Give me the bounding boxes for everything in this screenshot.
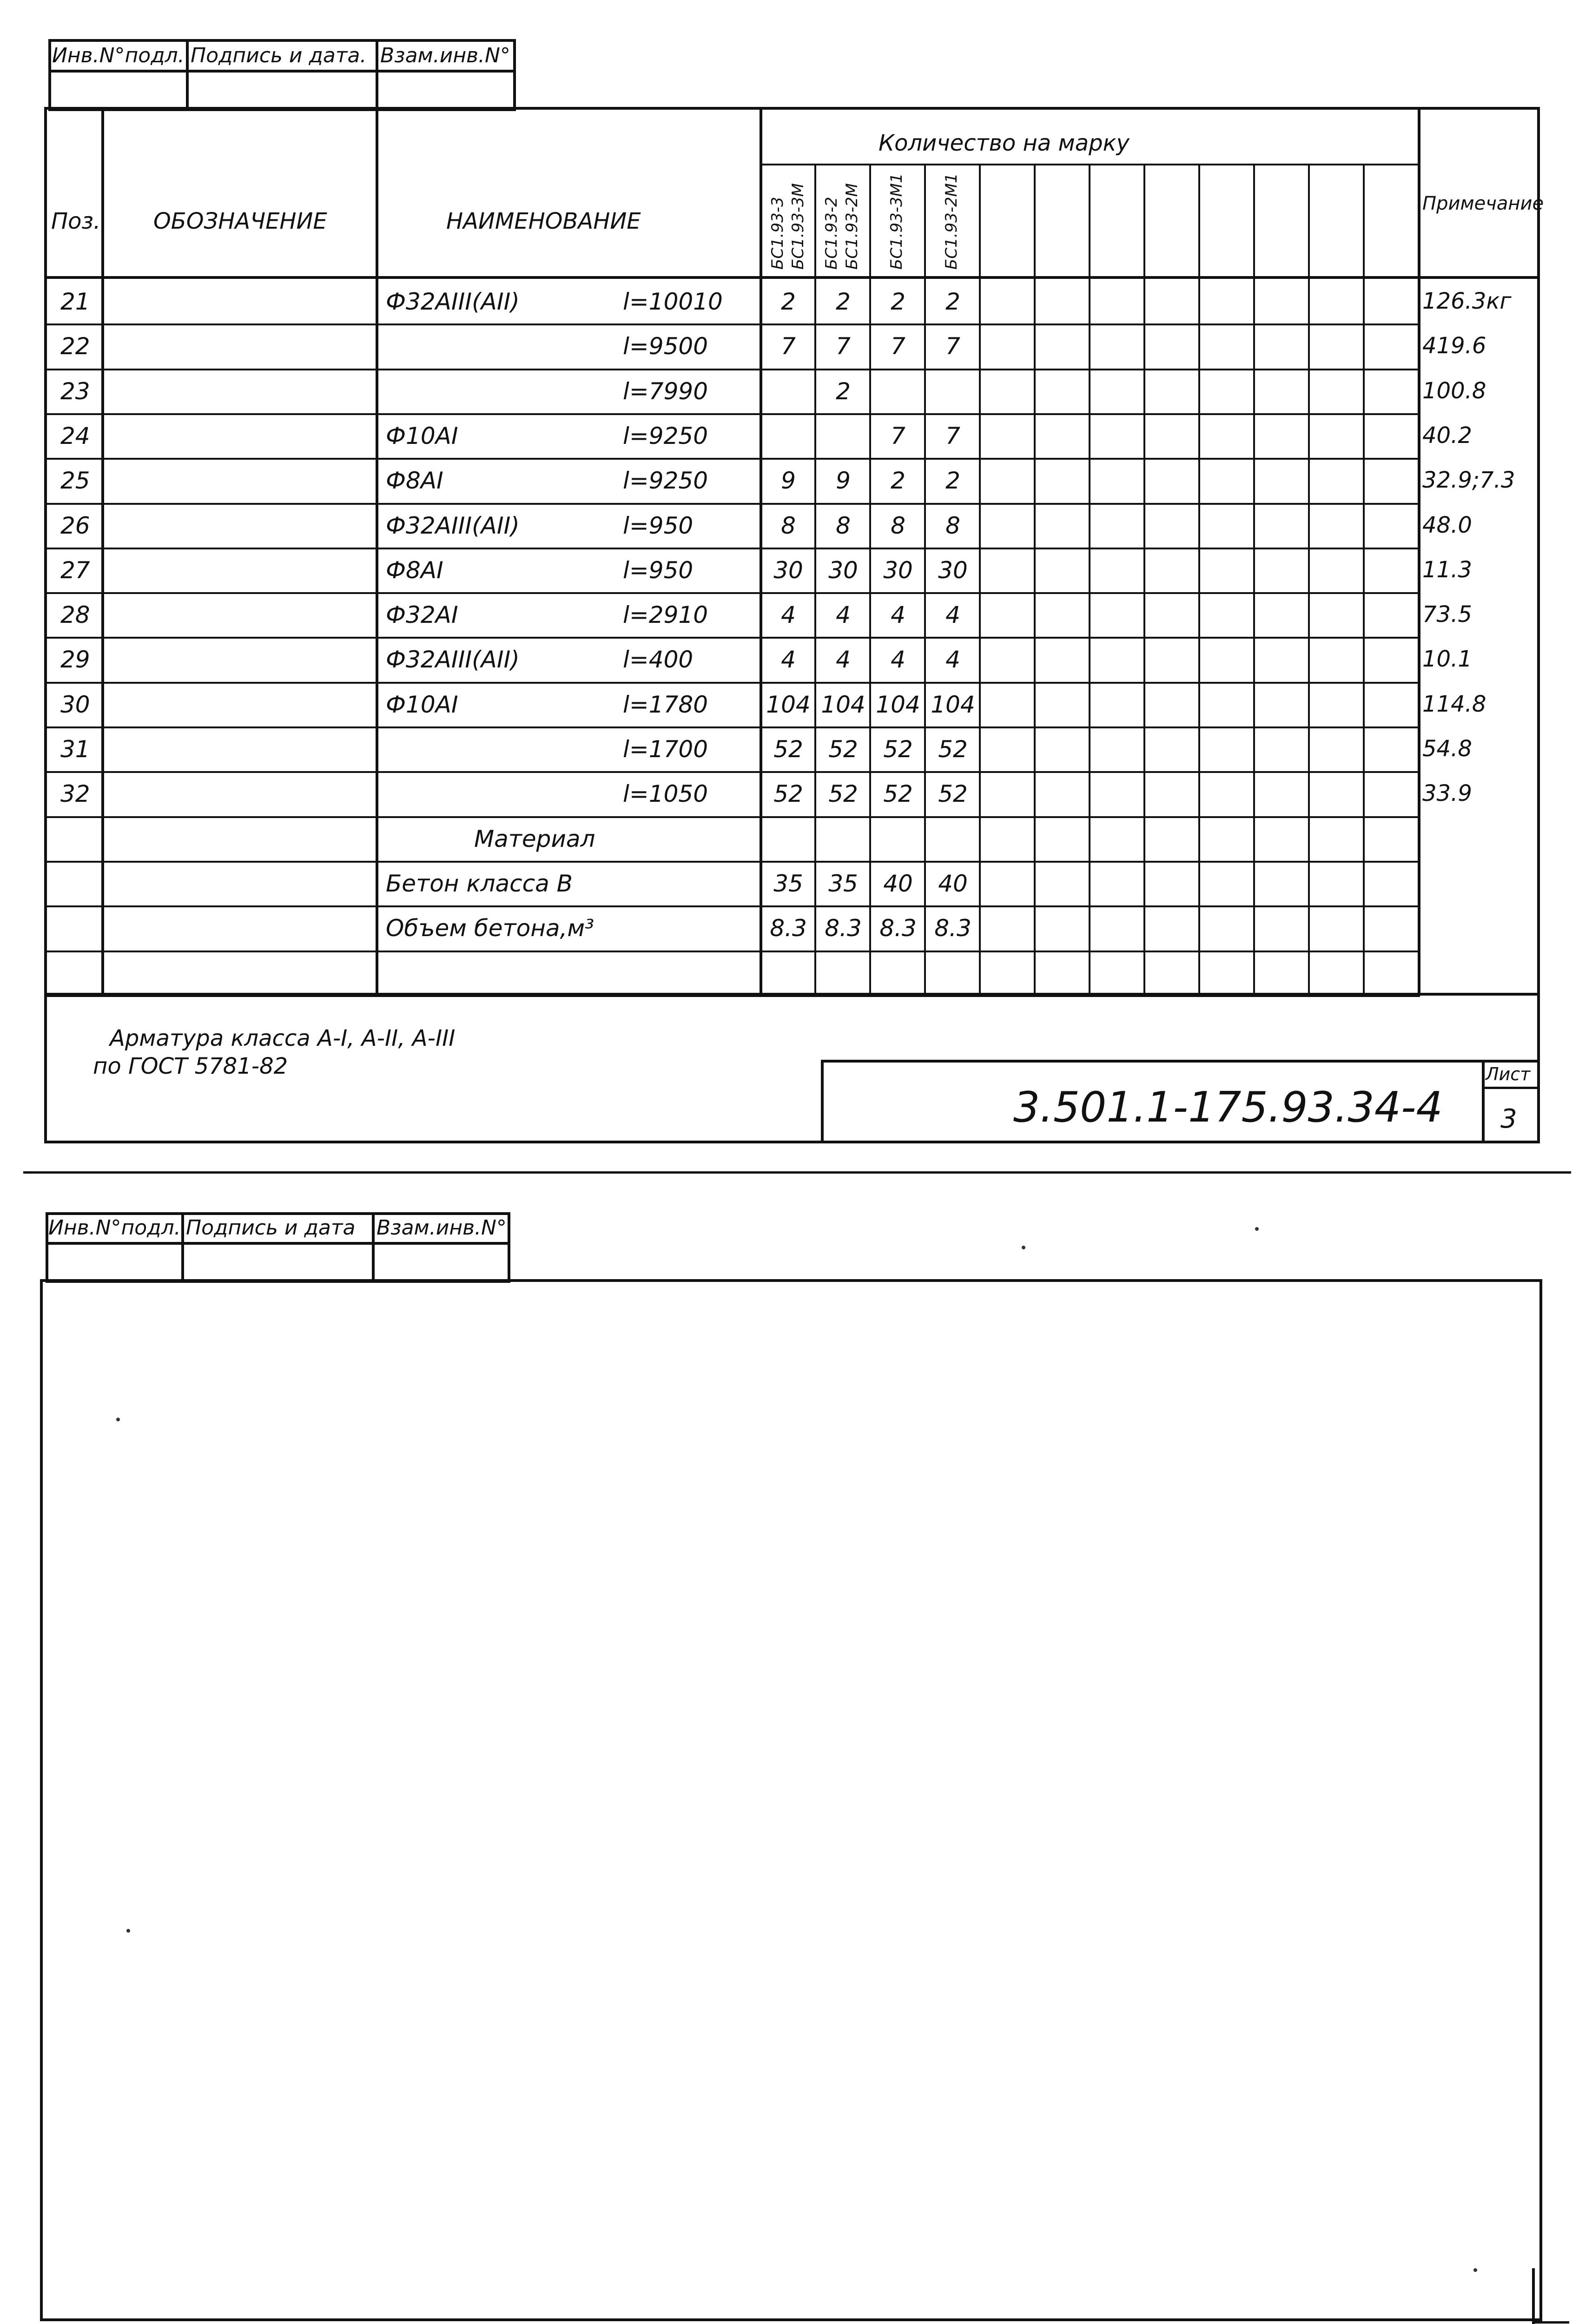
row-quantity: 7	[781, 333, 796, 360]
row-quantity: 8	[836, 512, 851, 539]
row-length: l=7990	[623, 378, 708, 405]
row-name: Ф32AIII(AII)	[386, 512, 520, 539]
row-quantity: 30	[883, 557, 913, 584]
row-note: 114.8	[1422, 691, 1486, 717]
stamp-inv-no: Инв.N°подл.	[52, 44, 185, 67]
row-pos: 25	[60, 467, 90, 494]
row-length: l=9250	[623, 423, 708, 449]
row-quantity: 8	[945, 512, 960, 539]
row-name: Ф32AIII(AII)	[386, 646, 520, 673]
row-quantity: 4	[836, 646, 851, 673]
row-length: l=1050	[623, 780, 708, 807]
concrete-volume-quantity: 8.3	[934, 915, 971, 942]
row-pos: 23	[60, 378, 90, 405]
row-name: Ф10AI	[386, 691, 458, 718]
row-quantity: 52	[883, 780, 913, 807]
row-quantity: 8	[891, 512, 905, 539]
row-line	[44, 771, 1420, 773]
stamp-replace-inv: Взам.инв.N°	[380, 44, 510, 67]
stamp-divider	[46, 1242, 510, 1245]
sheet-label: Лист	[1486, 1064, 1531, 1084]
row-line	[44, 816, 1420, 818]
col-line	[979, 165, 981, 995]
scan-speck	[1473, 2268, 1477, 2272]
stamp-divider	[181, 1212, 184, 1283]
row-quantity: 4	[891, 646, 905, 673]
header-quantity-group: Количество на марку	[879, 130, 1130, 156]
note-line-2: по ГОСТ 5781-82	[93, 1053, 288, 1079]
row-quantity: 2	[945, 467, 960, 494]
sheet-number: 3	[1500, 1104, 1517, 1134]
row-line	[44, 324, 1420, 325]
row-length: l=10010	[623, 288, 723, 315]
col-line	[1089, 165, 1090, 995]
row-quantity: 30	[938, 557, 968, 584]
row-quantity: 9	[836, 467, 851, 494]
row-line	[44, 637, 1420, 639]
row-quantity: 52	[773, 736, 803, 763]
row-note: 100.8	[1422, 378, 1486, 404]
row-line	[44, 592, 1420, 594]
row-length: l=950	[623, 557, 694, 584]
mark-label: БС1.93-3	[768, 197, 787, 270]
row-length: l=2910	[623, 601, 708, 628]
row-pos: 21	[60, 288, 90, 315]
row-note: 11.3	[1422, 557, 1472, 583]
row-line	[44, 861, 1420, 863]
stamp-signature-date: Подпись и дата	[186, 1216, 356, 1240]
row-length: l=400	[623, 646, 694, 673]
row-pos: 28	[60, 601, 90, 628]
row-quantity: 52	[828, 780, 858, 807]
row-quantity: 2	[836, 288, 851, 315]
blank-sheet-frame	[40, 1279, 1542, 2321]
header-designation: ОБОЗНАЧЕНИЕ	[153, 208, 327, 234]
row-name: Ф32AI	[386, 601, 458, 628]
row-line	[44, 413, 1420, 415]
row-quantity: 9	[781, 467, 796, 494]
row-quantity: 7	[891, 423, 905, 449]
mark-label: БС1.93-3М	[789, 183, 807, 270]
row-note: 419.6	[1422, 333, 1486, 359]
concrete-class-quantity: 35	[828, 870, 858, 897]
concrete-class-quantity: 35	[773, 870, 803, 897]
stamp-signature-date: Подпись и дата.	[191, 44, 367, 67]
concrete-class-quantity: 40	[938, 870, 968, 897]
col-line	[1308, 165, 1310, 995]
row-line	[44, 369, 1420, 370]
concrete-class-quantity: 40	[883, 870, 913, 897]
row-quantity: 7	[891, 333, 905, 360]
row-line	[44, 905, 1420, 907]
row-quantity: 4	[945, 646, 960, 673]
row-name: Ф10AI	[386, 423, 458, 449]
row-quantity: 52	[938, 780, 968, 807]
row-quantity: 52	[828, 736, 858, 763]
row-quantity: 2	[891, 467, 905, 494]
row-line	[44, 682, 1420, 684]
row-quantity: 52	[938, 736, 968, 763]
col-line	[1143, 165, 1145, 995]
row-quantity: 4	[891, 601, 905, 628]
row-pos: 29	[60, 646, 90, 673]
right-margin-line	[1532, 2268, 1535, 2324]
note-line-1: Арматура класса A-I, A-II, A-III	[110, 1025, 456, 1051]
row-quantity: 7	[836, 333, 851, 360]
stamp-divider	[376, 39, 378, 111]
row-quantity: 4	[945, 601, 960, 628]
scan-speck	[1255, 1227, 1259, 1231]
row-quantity: 104	[821, 691, 865, 718]
row-name: Ф32AIII(AII)	[386, 288, 520, 315]
sheet-separator	[23, 1171, 1571, 1174]
concrete-volume-name: Объем бетона,м³	[386, 915, 595, 942]
stamp-inv-no: Инв.N°подл.	[48, 1216, 181, 1240]
row-quantity: 2	[945, 288, 960, 315]
row-note: 126.3кг	[1422, 288, 1512, 314]
mark-label: БС1.93-2	[822, 197, 841, 270]
header-pos: Поз.	[51, 208, 101, 234]
title-block-line	[1482, 1060, 1485, 1143]
col-line	[1363, 165, 1365, 995]
header-name: НАИМЕНОВАНИЕ	[446, 208, 641, 234]
title-block-line	[821, 1060, 824, 1143]
scan-speck	[1022, 1246, 1025, 1249]
row-pos: 24	[60, 423, 90, 449]
row-length: l=9250	[623, 467, 708, 494]
row-note: 10.1	[1422, 646, 1472, 672]
row-quantity: 4	[836, 601, 851, 628]
row-note: 40.2	[1422, 423, 1472, 449]
concrete-class-name: Бетон класса В	[386, 870, 573, 897]
header-note: Примечание	[1422, 193, 1544, 214]
material-heading: Материал	[474, 825, 595, 852]
row-name: Ф8AI	[386, 467, 443, 494]
row-length: l=1700	[623, 736, 708, 763]
col-line	[1253, 165, 1255, 995]
row-quantity: 52	[883, 736, 913, 763]
col-line	[814, 165, 816, 995]
row-quantity: 30	[828, 557, 858, 584]
row-quantity: 52	[773, 780, 803, 807]
title-block-line	[1482, 1087, 1540, 1089]
header-line	[44, 276, 1540, 279]
right-margin-tick	[1532, 2321, 1569, 2324]
row-quantity: 7	[945, 333, 960, 360]
row-pos: 22	[60, 333, 90, 360]
concrete-volume-quantity: 8.3	[879, 915, 917, 942]
title-block-line	[821, 1060, 1540, 1063]
row-length: l=9500	[623, 333, 708, 360]
concrete-volume-quantity: 8.3	[825, 915, 862, 942]
row-line	[44, 458, 1420, 460]
header-line	[760, 164, 1420, 165]
row-note: 48.0	[1422, 512, 1472, 538]
row-quantity: 4	[781, 601, 796, 628]
row-quantity: 104	[931, 691, 975, 718]
row-note: 54.8	[1422, 736, 1472, 762]
row-quantity: 4	[781, 646, 796, 673]
row-quantity: 7	[945, 423, 960, 449]
concrete-volume-quantity: 8.3	[770, 915, 807, 942]
row-quantity: 2	[891, 288, 905, 315]
row-line	[44, 951, 1420, 952]
doc-code: 3.501.1-175.93.34-4	[1013, 1083, 1443, 1132]
row-length: l=1780	[623, 691, 708, 718]
scan-speck	[126, 1929, 130, 1933]
row-quantity: 104	[766, 691, 811, 718]
row-pos: 32	[60, 780, 90, 807]
stamp-divider	[48, 70, 516, 73]
row-pos: 27	[60, 557, 90, 584]
row-quantity: 8	[781, 512, 796, 539]
row-line	[44, 503, 1420, 505]
stamp-replace-inv: Взам.инв.N°	[377, 1216, 507, 1240]
col-line	[869, 165, 871, 995]
mark-label: БС1.93-2М	[843, 183, 861, 270]
stamp-divider	[372, 1212, 375, 1283]
row-note: 32.9;7.3	[1422, 467, 1515, 493]
row-quantity: 104	[876, 691, 920, 718]
col-line	[1034, 165, 1036, 995]
row-quantity: 2	[836, 378, 851, 405]
stamp-divider	[186, 39, 189, 111]
row-note: 73.5	[1422, 601, 1472, 627]
col-line	[1198, 165, 1200, 995]
scan-speck	[116, 1418, 120, 1421]
mark-label: БС1.93-3М1	[887, 173, 906, 270]
row-pos: 26	[60, 512, 90, 539]
mark-label: БС1.93-2М1	[942, 173, 961, 270]
row-line	[44, 548, 1420, 549]
col-line	[924, 165, 926, 995]
notes-line	[44, 993, 1540, 996]
row-length: l=950	[623, 512, 694, 539]
row-quantity: 30	[773, 557, 803, 584]
row-note: 33.9	[1422, 780, 1472, 806]
row-pos: 30	[60, 691, 90, 718]
row-quantity: 2	[781, 288, 796, 315]
row-pos: 31	[60, 736, 90, 763]
row-name: Ф8AI	[386, 557, 443, 584]
row-line	[44, 726, 1420, 728]
